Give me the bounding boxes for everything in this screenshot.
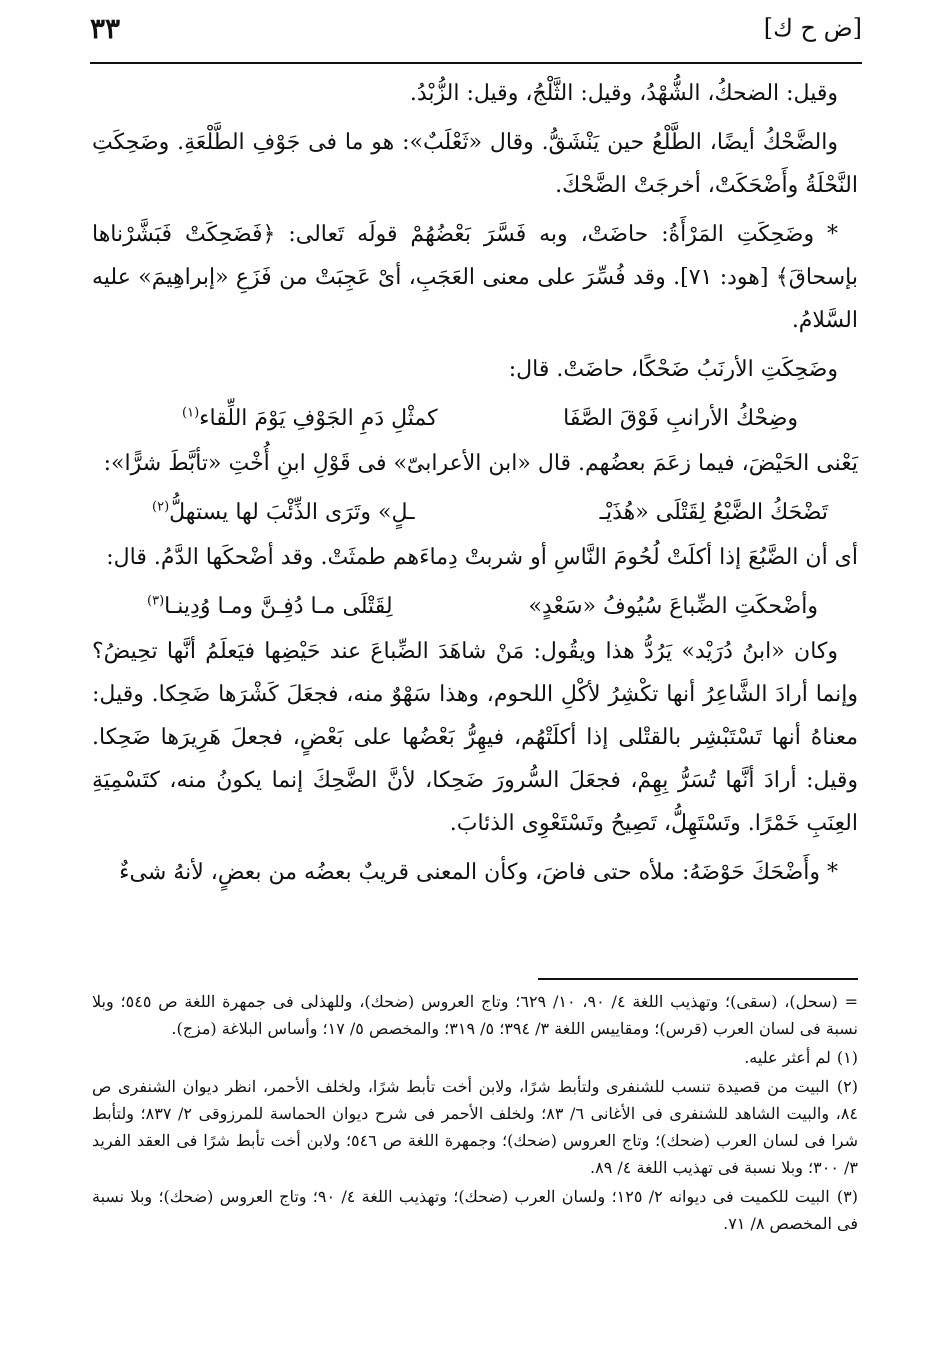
footnote-text: لم أعثر عليه. bbox=[744, 1048, 831, 1067]
page-number: ٣٣ bbox=[90, 12, 121, 45]
verse-1-right-text: وضِحْكُ الأرانبِ فَوْقَ الصَّفَا bbox=[563, 406, 798, 431]
paragraph-1: وقيل: الضحكُ، الشُّهْدُ، وقيل: الثَّلْجُ، وقيل: الزُّبْدُ. bbox=[409, 81, 838, 106]
verse-3-second-hemistich bbox=[147, 585, 393, 628]
footnote-text: البيت للكميت فى ديوانه ٢/ ١٢٥؛ ولسان العرب (ضحك)؛ وتهذيب اللغة ٤/ ٩٠؛ وتاج العروس (ضحك)؛ وبلا نسبة فى المخصص ٨/ ٧١. bbox=[92, 1187, 858, 1233]
footnote-text: = (سحل)، (سقى)؛ وتهذيب اللغة ٤/ ٩٠، ١٠/ ٦٢٩؛ وتاج العروس (ضحك)، وللهذلى فى جمهرة اللغة ص ٥٤٥؛ وبلا نسبة فى لسان العرب (قرس)؛ ومقاييس اللغة ٣/ ٣٩٤؛ ٥/ ٣١٩؛ والمخصص ٥/ ١٧؛ وأساس البلاغة (مزج). bbox=[92, 992, 858, 1038]
footnote-continuation bbox=[92, 988, 858, 1042]
paragraph-6: أى أن الضَّبُعَ إذا أكلَتْ لُحُومَ النَّاسِ أو شربتْ دِماءَهم طمثَتْ. وقد أضْحكَها الدَّمُ. قال: bbox=[106, 545, 858, 570]
footnote-2 bbox=[92, 1073, 858, 1181]
verse-3-left-text: لِقَتْلَى مـا دُفِـنَّ ومـا وُدِينـا bbox=[164, 594, 393, 619]
verse-1-first-hemistich bbox=[563, 397, 798, 440]
footnote-number: (٣) bbox=[836, 1187, 858, 1206]
paragraph-2: والضَّحْكُ أيضًا، الطَّلْعُ حين يَنْشَقُّ. وقال «ثَعْلَبٌ»: هو ما فى جَوْفِ الطَّلْعَةِ. وضَحِكَتِ النَّحْلَةُ وأَضْحَكَتْ، أخرجَتْ الضَّحْكَ. bbox=[92, 130, 858, 198]
verse-1 bbox=[92, 397, 858, 440]
paragraph-8: * وأَضْحَكَ حَوْضَهُ: ملأه حتى فاضَ، وكأن المعنى قريبٌ بعضُه من بعضٍ، لأنهُ شىءٌ bbox=[119, 860, 838, 885]
paragraph-4: وضَحِكَتِ الأرنَبُ ضَحْكًا، حاضَتْ. قال: bbox=[508, 357, 838, 382]
footnote-number: (٢) bbox=[836, 1077, 859, 1096]
paragraph-3: * وضَحِكَتِ المَرْأَةُ: حاضَتْ، وبه فَسَّرَ بَعْضُهُمْ قولَه تَعالى: ﴿فَضَحِكَتْ فَبَشَّرْناها بإسحاقَ﴾ [هود: ٧١]. وقد فُسِّرَ على معنى العَجَبِ، أىْ عَجِبَتْ من فَزَعِ «إبراهِيمَ» عليه السَّلامُ. bbox=[92, 222, 858, 333]
verse-3-right-text: وأضْحكَتِ الضِّباعَ سُيُوفُ «سَعْدٍ» bbox=[528, 594, 818, 619]
footnote-rule bbox=[538, 978, 858, 980]
root-label: [ض ح ك] bbox=[763, 14, 862, 42]
page-header bbox=[90, 12, 862, 52]
footnote-ref-3: (٣) bbox=[147, 593, 165, 609]
footnote-ref-1: (١) bbox=[182, 405, 200, 421]
footnote-text: البيت من قصيدة تنسب للشنفرى ولتأبط شرًا، ولابن أخت تأبط شرًا، ولخلف الأحمر، انظر ديوان الشنفرى ص ٨٤، والبيت الشاهد للشنفرى فى الأغانى ٦/ ٨٣؛ ولخلف الأحمر فى شرح ديوان الحماسة للمرزوقى ٢/ ٨٣٧؛ ولتأبط شرا فى لسان العرب (ضحك)؛ وتاج العروس (ضحك)؛ وجمهرة اللغة ص ٥٤٦؛ ولابن أخت تأبط شرًا فى العقد الفريد ٣/ ٣٠٠؛ وبلا نسبة فى تهذيب اللغة ٤/ ٨٩. bbox=[92, 1077, 859, 1177]
verse-3-first-hemistich bbox=[529, 585, 818, 628]
verse-2-first-hemistich bbox=[600, 491, 828, 534]
footnote-1 bbox=[92, 1044, 858, 1071]
footnote-ref-2: (٢) bbox=[152, 499, 170, 515]
footnote-3 bbox=[92, 1183, 858, 1237]
verse-2-right-text: تَضْحَكُ الضَّبْعُ لِقَتْلَى «هُذَيْـ bbox=[599, 500, 828, 525]
paragraph-5: يَعْنى الحَيْضَ، فيما زعَمَ بعضُهم. قال «ابن الأعرابىّ» فى قَوْلِ ابنِ أُخْتِ «تأبَّطَ شرًّا»: bbox=[103, 451, 858, 476]
footnotes bbox=[92, 988, 858, 1237]
verse-2-second-hemistich bbox=[152, 491, 415, 534]
footnote-number: (١) bbox=[836, 1048, 858, 1067]
verse-1-second-hemistich bbox=[182, 397, 438, 440]
verse-1-left-text: كمثْلِ دَمِ الجَوْفِ يَوْمَ اللِّقاء bbox=[199, 406, 438, 431]
main-text bbox=[92, 72, 858, 900]
verse-2-left-text: ـلٍ» وتَرَى الذِّئْبَ لها يستهلُّ bbox=[169, 500, 415, 525]
verse-3 bbox=[92, 585, 858, 628]
header-rule bbox=[90, 62, 862, 64]
verse-2 bbox=[92, 491, 858, 534]
paragraph-7: وكان «ابنُ دُرَيْد» يَرُدُّ هذا ويقُول: مَنْ شاهَدَ الضِّباعَ عند حَيْضِها فيَعلَمُ أنَّها تحِيضُ؟ وإنما أرادَ الشَّاعِرُ أنها تكْشِرُ لأكْلِ اللحوم، وهذا سَهْوٌ منه، فجعَلَ كَشْرَها ضَحِكا. وقيل: معناهُ أنها تَسْتَبْشِر بالقتْلى إذا أكلَتْهُم، فيهِرُّ بَعْضُها على بَعْضٍ، فجعلَ هَرِيرَها ضَحِكا. وقيل: أرادَ أنَّها تُسَرُّ بِهِمْ، فجعَلَ السُّرورَ ضَحِكا، لأنَّ الضَّحِكَ إنما يكونُ منه، كتَسْمِيَةِ العِنَبِ خَمْرًا. وتَسْتَهِلُّ، تَصِيحُ وتَسْتَعْوِى الذئابَ. bbox=[92, 639, 858, 836]
